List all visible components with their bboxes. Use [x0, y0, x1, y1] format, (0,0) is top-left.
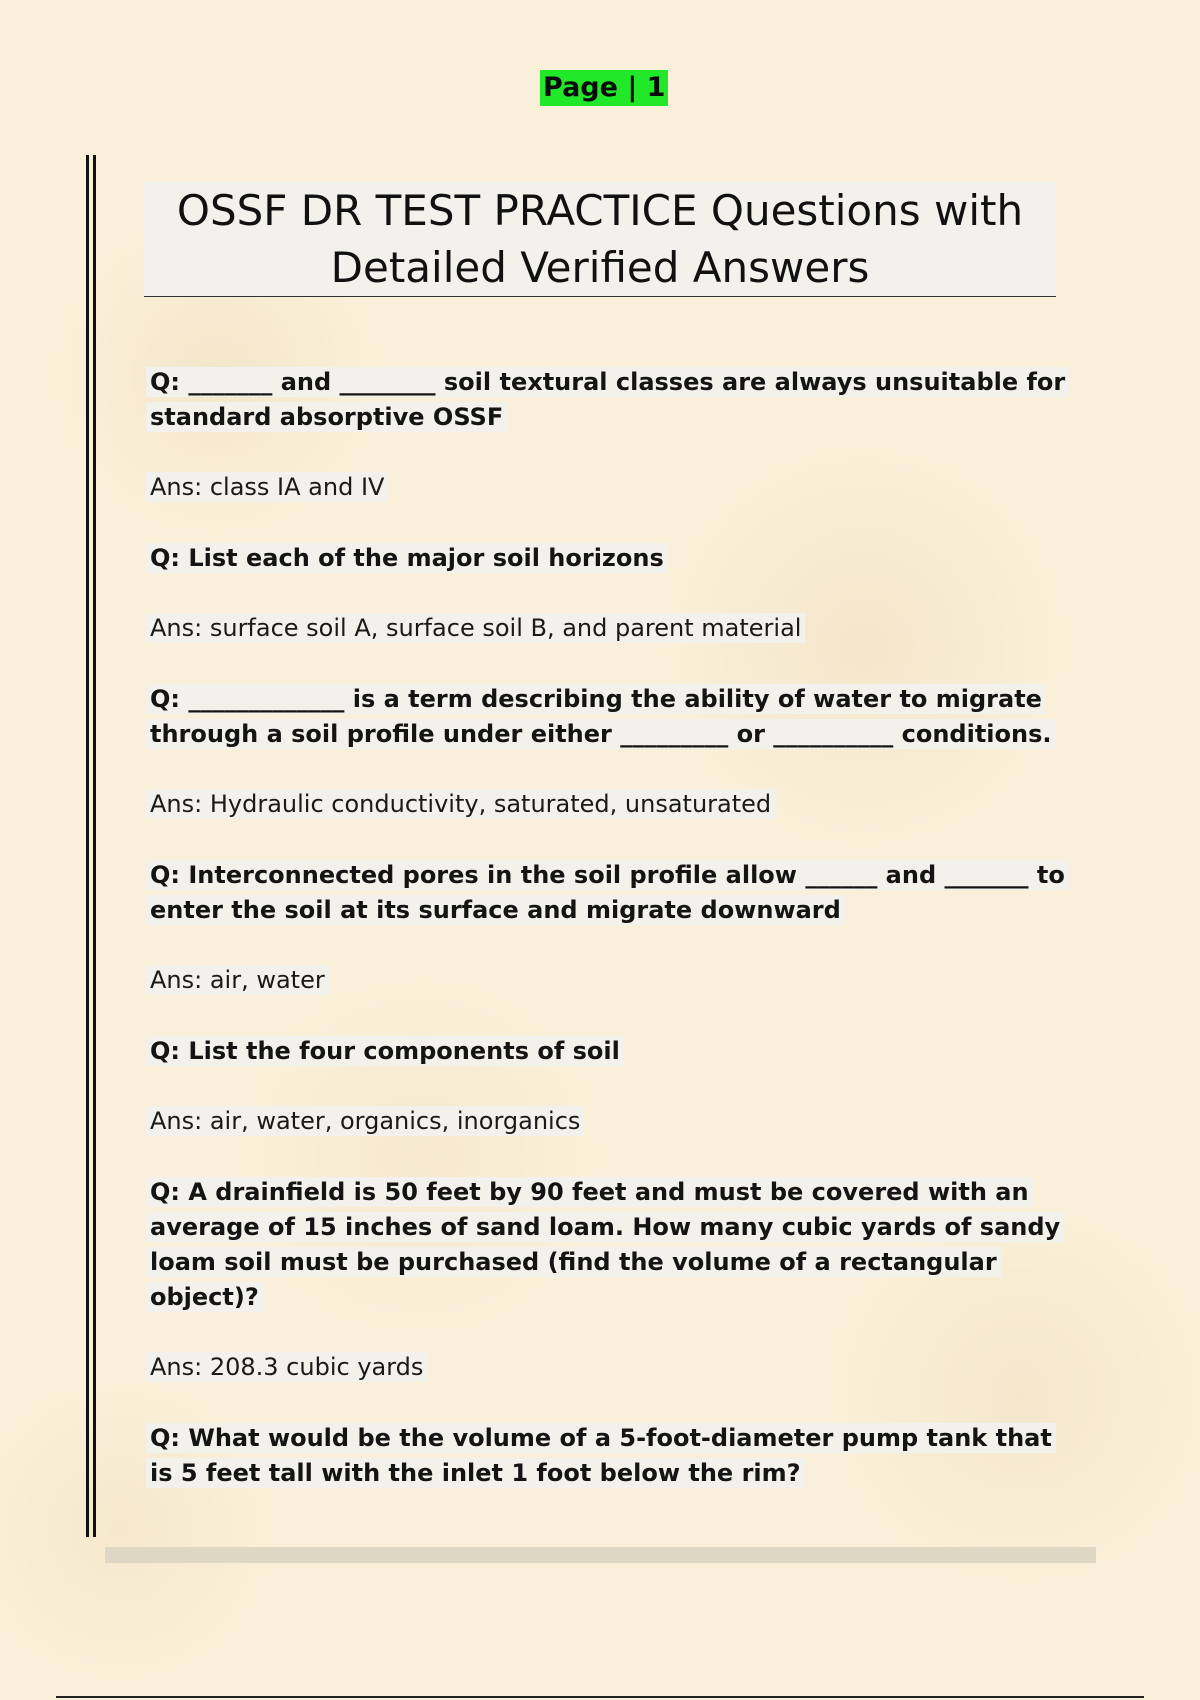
answer-text: Ans: class IA and IV [146, 470, 1066, 505]
answer-text: Ans: surface soil A, surface soil B, and parent material [146, 611, 1066, 646]
title-box [144, 182, 1056, 297]
left-border-rule [86, 155, 96, 1537]
qa-item [146, 541, 1066, 646]
qa-item [146, 1034, 1066, 1139]
answer-text: Ans: air, water, organics, inorganics [146, 1104, 1066, 1139]
qa-item [146, 682, 1066, 822]
question-text: Q: List the four components of soil [146, 1034, 1066, 1069]
answer-text: Ans: 208.3 cubic yards [146, 1350, 1066, 1385]
question-text: Q: A drainfield is 50 feet by 90 feet and must be covered with an average of 15 inches of sand loam. How many cubic yards of sandy loam soil must be purchased (find the volume of a rectangular object)? [146, 1175, 1066, 1315]
question-text: Q: List each of the major soil horizons [146, 541, 1066, 576]
page-number-badge: Page | 1 [540, 70, 668, 106]
question-text: Q: _______ and ________ soil textural classes are always unsuitable for standard absorptive OSSF [146, 365, 1066, 435]
question-text: Q: Interconnected pores in the soil profile allow ______ and _______ to enter the soil at its surface and migrate downward [146, 858, 1066, 928]
qa-item [146, 858, 1066, 998]
answer-text: Ans: Hydraulic conductivity, saturated, unsaturated [146, 787, 1066, 822]
question-text: Q: What would be the volume of a 5-foot-diameter pump tank that is 5 feet tall with the inlet 1 foot below the rim? [146, 1421, 1066, 1491]
page-bottom-shadow-bar [105, 1547, 1096, 1563]
footer-rule [56, 1696, 1144, 1698]
qa-item [146, 365, 1066, 505]
qa-item [146, 1421, 1066, 1491]
document-title: OSSF DR TEST PRACTICE Questions with Detailed Verified Answers [176, 186, 1024, 292]
answer-text: Ans: air, water [146, 963, 1066, 998]
qa-item [146, 1175, 1066, 1385]
question-text: Q: _____________ is a term describing the ability of water to migrate through a soil profile under either _________ or __________ conditions. [146, 682, 1066, 752]
qa-list [146, 365, 1066, 1491]
